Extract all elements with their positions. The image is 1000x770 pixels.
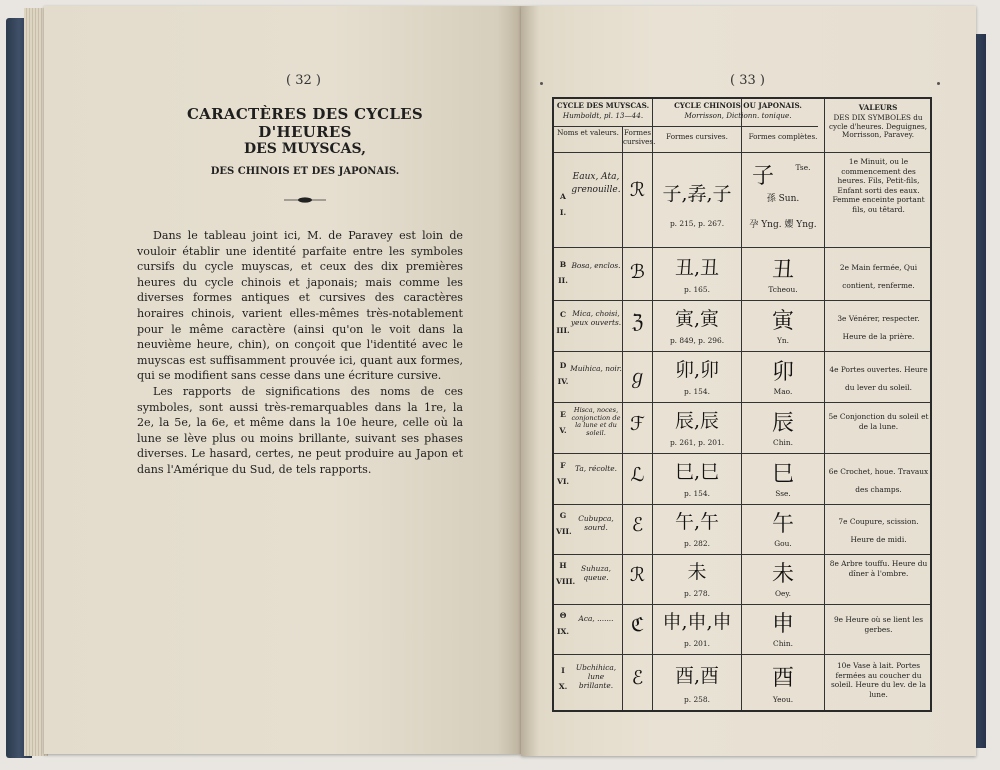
row-value: 5e Conjonction du soleil et de la lune. bbox=[828, 412, 929, 431]
left-page-number: ( 32 ) bbox=[286, 73, 321, 88]
header-values-title: VALEURS bbox=[858, 103, 898, 112]
muysca-glyph: ℱ bbox=[630, 413, 645, 435]
row-roman: III. bbox=[556, 326, 570, 335]
row-roman: VI. bbox=[556, 477, 570, 486]
body-text bbox=[137, 228, 463, 478]
row-roman: II. bbox=[558, 276, 568, 285]
row-name: Eaux, Ata, grenouille. bbox=[571, 172, 621, 195]
row-roman: V. bbox=[559, 426, 567, 435]
header-chinese-cursive: Formes cursives. bbox=[666, 132, 728, 141]
paragraph-1: Dans le tableau joint ici, M. de Paravey est loin de vouloir établir une identité parfaite entre les symboles cursifs du cycle muyscas, et ceux des dix premières heures du cycle chinois et japonais; mais comme les diverses formes antiques et cursives des caractères horaires chinois, varient elles-mêmes très-notablement pour le même caractère (ainsi qu'on le voit dans la neuvième heure, chin), on conçoit que l'identité avec le muyscas est suffisamment prouvée ici, quant aux formes, qui se modifient sans cesse dans une écriture cursive. bbox=[137, 229, 463, 383]
row-roman: IV. bbox=[557, 377, 569, 386]
muysca-glyph: ℊ bbox=[627, 366, 647, 388]
reference-page: p. 165. bbox=[684, 285, 710, 294]
row-letter: G bbox=[559, 511, 567, 520]
page-subtitle: DES MUYSCAS, bbox=[243, 141, 367, 157]
reference-page: p. 201. bbox=[684, 639, 710, 648]
page-mark bbox=[540, 82, 543, 85]
table-col-divider bbox=[824, 99, 825, 710]
row-roman: VII. bbox=[556, 527, 572, 536]
row-value: 10e Vase à lait. Portes fermées au coucher du soleil. Heure du lev. de la lune. bbox=[830, 661, 927, 699]
chinese-cursive-glyph: 寅,寅 bbox=[674, 308, 720, 330]
header-muyscas-sub: Humboldt, pl. 13—44. bbox=[562, 111, 644, 120]
chinese-cursive-glyph: 丑,丑 bbox=[674, 257, 720, 279]
chinese-cursive-glyph: 卯,卯 bbox=[674, 359, 720, 381]
muysca-glyph: ℭ bbox=[630, 614, 645, 636]
row-value: 8e Arbre touffu. Heure du dîner à l'ombre. bbox=[829, 559, 928, 578]
header-chinese-sub: Morrisson, Dictionn. tonique. bbox=[684, 111, 792, 120]
chinese-reading: Tse. bbox=[795, 163, 811, 172]
chinese-reading: Oey. bbox=[775, 589, 791, 598]
row-divider bbox=[554, 453, 930, 454]
row-value: 1e Minuit, ou le commencement des heures. Fils, Petit-fils, Enfant sorti des eaux. Femme enceinte portant fils, ou têtard. bbox=[832, 157, 925, 214]
muysca-glyph: ℒ bbox=[630, 464, 645, 486]
header-cursive: Formes cursives. bbox=[623, 128, 656, 146]
reference-page: p. 282. bbox=[684, 539, 710, 548]
reference-page: p. 849, p. 296. bbox=[669, 336, 725, 345]
row-value: 6e Crochet, houe. Travaux des champs. bbox=[828, 467, 929, 494]
table-header-bottom bbox=[554, 152, 930, 153]
reference-page: p. 215, p. 267. bbox=[669, 219, 725, 228]
header-muyscas-title: CYCLE DES MUYSCAS. bbox=[556, 101, 650, 110]
row-divider bbox=[554, 402, 930, 403]
chinese-reading: Sse. bbox=[775, 489, 791, 498]
chinese-cursive-glyph: 未 bbox=[687, 561, 707, 583]
row-value: 4e Portes ouvertes. Heure du lever du soleil. bbox=[829, 365, 928, 392]
row-letter: Θ bbox=[559, 611, 567, 620]
muysca-glyph: ℬ bbox=[630, 261, 645, 283]
chinese-reading: Mao. bbox=[773, 387, 793, 396]
chinese-complete-glyph: 未 bbox=[771, 562, 794, 587]
row-value: 2e Main fermée, Qui contient, renferme. bbox=[839, 263, 918, 290]
chinese-reading: Yeou. bbox=[772, 695, 794, 704]
row-letter: F bbox=[560, 461, 566, 470]
muysca-glyph: ℨ bbox=[631, 311, 644, 333]
chinese-complete-glyph: 子 bbox=[751, 164, 774, 189]
row-name: Cubupca, sourd. bbox=[578, 514, 614, 532]
page-subsubtitle: DES CHINOIS ET DES JAPONAIS. bbox=[210, 166, 400, 177]
chinese-cursive-glyph: 辰,辰 bbox=[674, 410, 720, 432]
header-chinese-title: CYCLE CHINOIS OU JAPONAIS. bbox=[674, 101, 802, 110]
row-roman: I. bbox=[559, 208, 567, 217]
row-name: Muihica, noir. bbox=[570, 364, 622, 373]
row-divider bbox=[554, 247, 930, 248]
chinese-complete-glyph: 卯 bbox=[771, 360, 794, 385]
row-name: Ta, récolte. bbox=[574, 464, 617, 473]
chinese-reading: Tcheou. bbox=[768, 285, 798, 294]
reference-page: p. 258. bbox=[684, 695, 710, 704]
row-name: Ubchihica, lune brillante. bbox=[575, 663, 617, 690]
muysca-glyph: ℛ bbox=[629, 179, 646, 201]
row-roman: X. bbox=[558, 682, 568, 691]
header-names: Noms et valeurs. bbox=[557, 128, 619, 137]
row-name: Aca, ....... bbox=[578, 614, 614, 623]
row-letter: I bbox=[561, 666, 565, 675]
row-value: 3e Vénérer, respecter. Heure de la prière. bbox=[837, 314, 920, 341]
reference-page: p. 154. bbox=[684, 387, 710, 396]
chinese-complete-glyph: 申 bbox=[771, 612, 794, 637]
row-name: Suhuza, queue. bbox=[581, 564, 611, 582]
row-letter: D bbox=[559, 361, 567, 370]
row-name: Hisca, noces, conjonction de la lune et du soleil. bbox=[571, 406, 621, 437]
chinese-variant: 孫 Sun. bbox=[766, 194, 800, 204]
page-title: CARACTÈRES DES CYCLES D'HEURES bbox=[186, 105, 424, 141]
chinese-reading: Gou. bbox=[774, 539, 792, 548]
chinese-complete-glyph: 寅 bbox=[771, 309, 794, 334]
table-col-divider bbox=[652, 99, 653, 710]
chinese-complete-glyph: 丑 bbox=[771, 258, 794, 283]
row-divider bbox=[554, 351, 930, 352]
row-letter: E bbox=[560, 410, 566, 419]
row-roman: VIII. bbox=[556, 577, 576, 586]
row-letter: A bbox=[560, 192, 566, 201]
chinese-complete-glyph: 辰 bbox=[771, 411, 794, 436]
row-value: 9e Heure où se lient les gerbes. bbox=[833, 615, 924, 634]
muysca-glyph: ℛ bbox=[629, 564, 646, 586]
cycle-table bbox=[552, 97, 932, 712]
row-divider bbox=[554, 604, 930, 605]
muysca-glyph: ℰ bbox=[631, 514, 644, 536]
muysca-glyph: ℰ bbox=[631, 667, 644, 689]
table-header-divider bbox=[554, 126, 818, 127]
row-divider bbox=[554, 654, 930, 655]
row-roman: IX. bbox=[556, 627, 570, 636]
reference-page: p. 278. bbox=[684, 589, 710, 598]
row-name: Bosa, enclos. bbox=[571, 261, 621, 270]
paragraph-2: Les rapports de significations des noms de ces symboles, sont aussi très-remarquables dans la 1re, la 2e, la 5e, la 6e, et même dans la 10e heure, celle où la lune se lève plus ou moins brillante, suivant ses phases diverses. Le hasard, certes, ne peut produire au Japon et dans l'Amérique du Sud, de tels rapports. bbox=[137, 384, 463, 476]
row-divider bbox=[554, 554, 930, 555]
row-value: 7e Coupure, scission. Heure de midi. bbox=[838, 517, 919, 544]
row-letter: H bbox=[559, 561, 567, 570]
chinese-reading: Chin. bbox=[773, 438, 793, 447]
page-mark bbox=[937, 82, 940, 85]
chinese-reading: Yn. bbox=[777, 336, 789, 345]
row-divider bbox=[554, 300, 930, 301]
row-divider bbox=[554, 504, 930, 505]
chinese-cursive-glyph: 午,午 bbox=[674, 511, 720, 533]
row-name: Mica, choisi, yeux ouverts. bbox=[570, 309, 622, 327]
chinese-reading: Chin. bbox=[773, 639, 793, 648]
reference-page: p. 154. bbox=[684, 489, 710, 498]
chinese-cursive-glyph: 酉,酉 bbox=[674, 665, 720, 687]
chinese-variant: 孕 Yng. 孆 Yng. bbox=[749, 220, 817, 230]
right-page-number: ( 33 ) bbox=[730, 73, 765, 88]
header-chinese-complete: Formes complètes. bbox=[748, 132, 818, 141]
ornament-divider-icon bbox=[284, 197, 326, 203]
chinese-complete-glyph: 午 bbox=[771, 512, 794, 537]
chinese-complete-glyph: 酉 bbox=[771, 666, 794, 691]
chinese-cursive-glyph: 子,孨,子 bbox=[662, 183, 732, 205]
row-letter: C bbox=[559, 310, 567, 319]
row-letter: B bbox=[559, 260, 567, 269]
chinese-cursive-glyph: 申,申,申 bbox=[662, 611, 732, 633]
chinese-complete-glyph: 巳 bbox=[771, 462, 794, 487]
chinese-cursive-glyph: 巳,巳 bbox=[674, 461, 720, 483]
reference-page: p. 261, p. 201. bbox=[669, 438, 725, 447]
header-values-sub: DES DIX SYMBOLES du cycle d'heures. Deguignes, Morrisson, Paravey. bbox=[829, 113, 927, 139]
table-col-divider bbox=[741, 99, 742, 710]
